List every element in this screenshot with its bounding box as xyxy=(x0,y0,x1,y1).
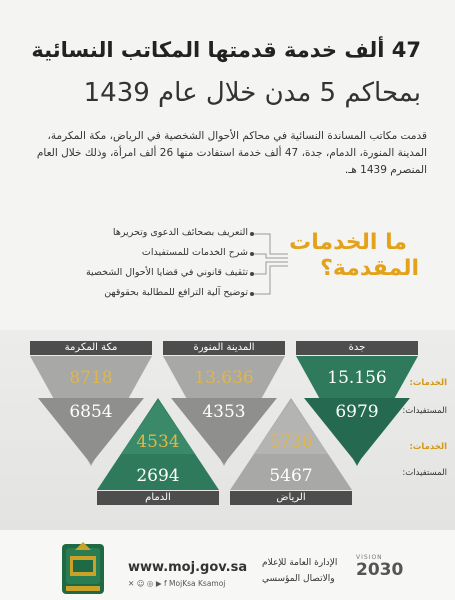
madinah-services-value: 13.636 xyxy=(194,368,254,388)
department-name-line1: الإدارة العامة للإعلام xyxy=(262,558,338,568)
department-name-line2: والاتصال المؤسسي xyxy=(262,574,335,584)
website-link[interactable]: www.moj.gov.sa xyxy=(128,560,248,575)
youtube-icon[interactable]: ▶ xyxy=(155,579,162,588)
ministry-logo-emblem xyxy=(58,538,108,596)
makkah-services-value: 8718 xyxy=(69,368,113,388)
services-heading-line2: المقدمة؟ xyxy=(320,256,419,281)
vision-year: 2030 xyxy=(356,560,404,580)
twitter-icon[interactable]: ✕ xyxy=(128,579,135,588)
service-item-2: شرح الخدمات للمستفيدات xyxy=(141,247,248,258)
beneficiaries-label-top: المستفيدات: xyxy=(402,406,447,416)
city-bar-dammam: الدمام xyxy=(97,491,219,505)
city-bar-makkah: مكة المكرمة xyxy=(30,341,152,355)
vision-2030-logo xyxy=(356,554,414,579)
dammam-beneficiaries-value: 2694 xyxy=(136,466,180,486)
intro-paragraph: قدمت مكاتب المساندة النسائية في محاكم الأحوال الشخصية في الرياض، مكة المكرمة، المدينة المنورة، الدمام، جدة، 47 ألف خدمة استفادت منها 26 ألف امرأة، وذلك خلال العام المنصرم 1439 هـ. xyxy=(36,130,427,176)
jeddah-beneficiaries-value: 6979 xyxy=(335,402,379,422)
instagram-icon[interactable]: ◎ xyxy=(146,579,154,588)
city-bar-riyadh: الرياض xyxy=(230,491,352,505)
riyadh-services-value: 5736 xyxy=(269,432,313,452)
service-item-4: توضيح آلية الترافع للمطالبة بحقوقهن xyxy=(104,287,248,298)
beneficiaries-label-bottom: المستفيدات: xyxy=(402,468,447,478)
vision-label: VISION xyxy=(356,554,383,561)
services-heading-line1: ما الخدمات xyxy=(289,230,407,255)
snapchat-icon[interactable]: ☺ xyxy=(136,579,145,588)
city-bar-madinah: المدينة المنورة xyxy=(163,341,285,355)
service-item-3: تثقيف قانوني في قضايا الأحوال الشخصية xyxy=(85,267,248,278)
service-item-1: التعريف بصحائف الدعوى وتحريرها xyxy=(112,227,248,238)
riyadh-beneficiaries-value: 5467 xyxy=(269,466,313,486)
social-handles xyxy=(128,579,225,588)
dammam-services-value: 4534 xyxy=(136,432,180,452)
headline-line2: بمحاكم 5 مدن خلال عام 1439 xyxy=(83,78,421,108)
services-label-top: الخدمات: xyxy=(409,378,447,388)
madinah-beneficiaries-value: 4353 xyxy=(202,402,246,422)
service-connector-lines xyxy=(254,228,294,300)
facebook-icon[interactable]: f xyxy=(164,579,167,588)
social-handle-text: MojKsa Ksamoj xyxy=(169,579,226,588)
makkah-beneficiaries-value: 6854 xyxy=(69,402,113,422)
headline-line1: 47 ألف خدمة قدمتها المكاتب النسائية xyxy=(31,38,421,62)
services-label-bottom: الخدمات: xyxy=(409,442,447,452)
jeddah-services-value: 15.156 xyxy=(327,368,387,388)
city-bar-jeddah: جدة xyxy=(296,341,418,355)
